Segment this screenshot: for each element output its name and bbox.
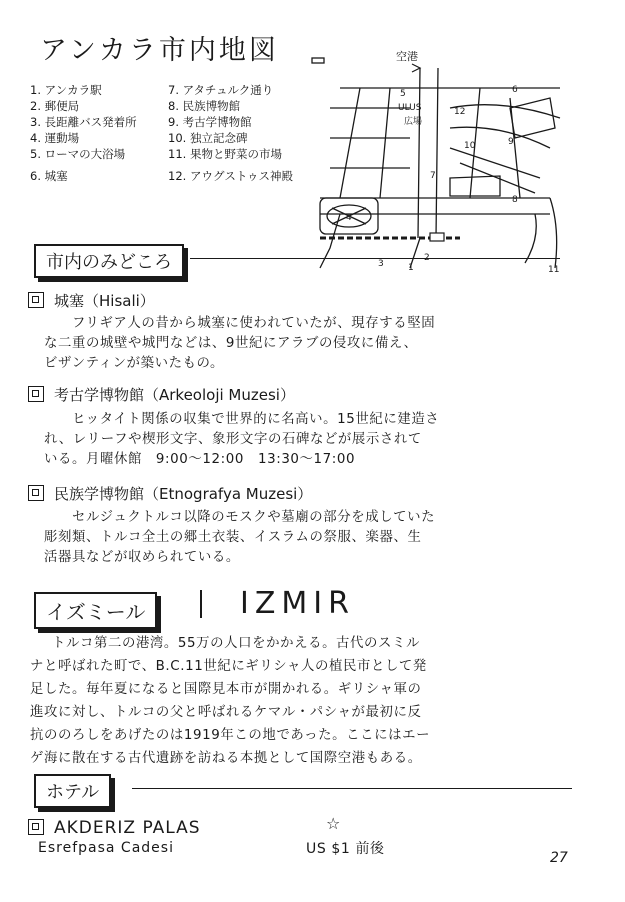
map-airport-label: 空港 <box>396 50 418 63</box>
legend-item: 8. 民族博物館 <box>168 99 241 113</box>
izmir-text: ゲ海に散在する古代遺跡を訪ねる本拠として国際空港もある。 <box>30 751 422 766</box>
legend-item: 1. アンカラ駅 <box>30 83 102 97</box>
map-station <box>430 233 444 241</box>
page-title: アンカラ市内地図 <box>40 35 279 66</box>
map-road <box>330 108 410 168</box>
legend-item: 3. 長距離バス発着所 <box>30 115 137 129</box>
legend-item: 7. アタチュルク通り <box>168 83 274 97</box>
izmir-text: 抗ののろしをあげたのは1919年この地であった。ここにはエー <box>30 728 431 743</box>
section-heading-hotel: ホテル <box>34 774 111 808</box>
map-label: 10 <box>464 141 476 151</box>
square-bullet-icon <box>28 292 44 308</box>
legend-item: 9. 考古学博物館 <box>168 115 252 129</box>
map-label: 4 <box>346 213 352 223</box>
section-heading-sights: 市内のみどころ <box>34 244 184 278</box>
izmir-text: ナと呼ばれた町で、B.C.11世紀にギリシャ人の植民市として発 <box>30 659 427 674</box>
spot-text: いる。月曜休館 9:00～12:00 13:30～17:00 <box>44 452 356 467</box>
legend-item: 6. 城塞 <box>30 169 68 183</box>
divider <box>200 590 202 618</box>
legend-item: 5. ローマの大浴場 <box>30 147 126 161</box>
legend-item: 12. アウグストゥス神殿 <box>168 169 294 183</box>
spot-text: な二重の城壁や城門などは、9世紀にアラブの侵攻に備え、 <box>44 336 418 351</box>
divider <box>190 258 560 259</box>
map-label: 11 <box>548 265 560 275</box>
map-road <box>450 148 540 193</box>
spot-heading: 考古学博物館（Arkeoloji Muzesi） <box>28 384 295 405</box>
map-road <box>418 68 438 238</box>
legend-item: 2. 郵便局 <box>30 99 80 113</box>
hotel-address: Esrefpasa Cadesi <box>38 840 174 856</box>
map-label: 9 <box>508 137 514 147</box>
map-label: 3 <box>378 259 384 269</box>
star-icon: ☆ <box>326 814 341 833</box>
map-label: 12 <box>454 107 466 117</box>
page-number: 27 <box>550 850 568 866</box>
square-bullet-icon <box>28 485 44 501</box>
spot-text: 彫刻類、トルコ全土の郷土衣装、イスラムの祭服、楽器、生 <box>44 530 422 545</box>
legend-item: 10. 独立記念碑 <box>168 131 248 145</box>
map-ulus-label: ULUS <box>398 103 422 113</box>
spot-text: セルジュクトルコ以降のモスクや墓廟の部分を成していた <box>72 510 436 525</box>
map-label: 2 <box>424 253 430 263</box>
spot-text: 活器具などが収められている。 <box>44 550 240 565</box>
hotel-name: AKDERIZ PALAS <box>28 818 201 838</box>
square-bullet-icon <box>28 386 44 402</box>
map-ulus-sub: 広場 <box>404 117 423 127</box>
spot-heading: 民族学博物館（Etnografya Muzesi） <box>28 483 312 504</box>
legend-item: 11. 果物と野菜の市場 <box>168 147 282 161</box>
square-bullet-icon <box>28 819 44 835</box>
ankara-city-map <box>300 48 580 280</box>
izmir-text: トルコ第二の港湾。55万の人口をかかえる。古代のスミル <box>52 636 421 651</box>
izmir-text: 足した。毎年夏になると国際見本市が開かれる。ギリシャ軍の <box>30 682 422 697</box>
izmir-text: 進攻に対し、トルコの父と呼ばれるケマル・パシャが最初に反 <box>30 705 422 720</box>
spot-text: ヒッタイト関係の収集で世界的に名高い。15世紀に建造さ <box>72 412 440 427</box>
legend-item: 4. 運動場 <box>30 131 80 145</box>
spot-text: フリギア人の昔から城塞に使われていたが、現存する堅固 <box>72 316 436 331</box>
divider <box>132 788 572 789</box>
section-heading-izmir: イズミール <box>34 592 157 629</box>
airport-arrow-icon <box>412 64 420 72</box>
map-label: 5 <box>400 89 406 99</box>
spot-heading: 城塞（Hisali） <box>28 290 155 311</box>
map-label: 7 <box>430 171 436 181</box>
map-road <box>340 88 390 198</box>
spot-text: れ、レリーフや楔形文字、象形文字の石碑などが展示されて <box>44 432 422 447</box>
map-label: 1 <box>408 263 414 273</box>
izmir-title: IZMIR <box>240 586 355 621</box>
map-label: 8 <box>512 195 518 205</box>
spot-text: ビザンティンが築いたもの。 <box>44 356 225 371</box>
hotel-price: US $1 前後 <box>306 841 385 857</box>
map-label: 6 <box>512 85 518 95</box>
